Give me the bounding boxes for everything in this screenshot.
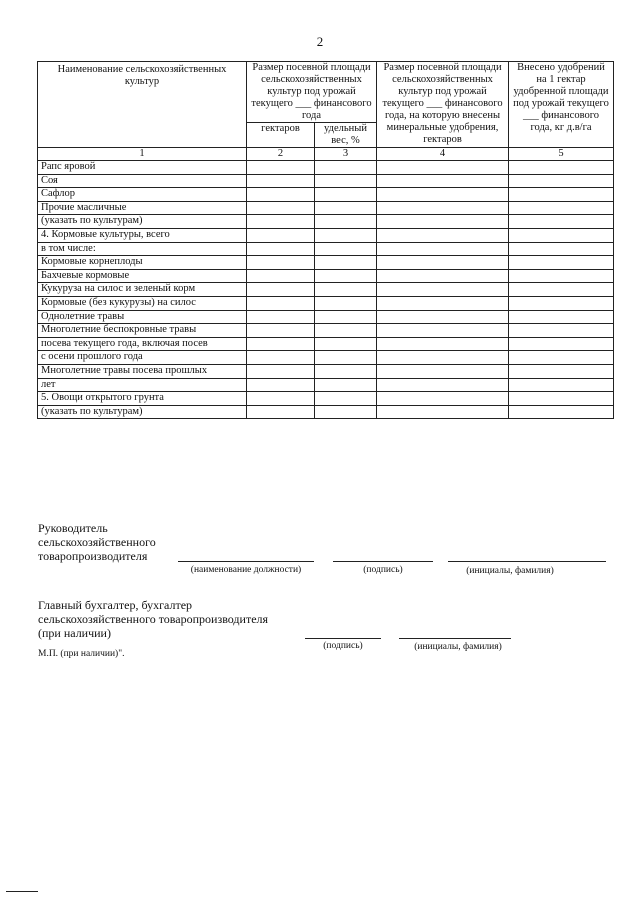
crop-name-cell: Прочие масличные (38, 201, 247, 215)
table-row (38, 228, 614, 242)
value-cell (315, 161, 377, 175)
value-cell (247, 269, 315, 283)
value-cell (509, 351, 614, 365)
crop-name-cell: 5. Овощи открытого грунта (38, 392, 247, 406)
value-cell (377, 269, 509, 283)
header-fertilized-area: Размер посевной площади сельскохозяйственных культур под урожай текущего ___ финансового года, на которую внесены минеральные удобрения, гектаров (377, 62, 509, 148)
value-cell (247, 310, 315, 324)
table-row (38, 337, 614, 351)
value-cell (509, 161, 614, 175)
table-row (38, 188, 614, 202)
value-cell (247, 215, 315, 229)
value-cell (377, 174, 509, 188)
value-cell (247, 256, 315, 270)
crop-name-cell: Сафлор (38, 188, 247, 202)
crop-name-cell: в том числе: (38, 242, 247, 256)
table-row (38, 351, 614, 365)
value-cell (377, 242, 509, 256)
value-cell (315, 310, 377, 324)
value-cell (315, 364, 377, 378)
value-cell (509, 269, 614, 283)
accountant-initials-line (399, 638, 511, 639)
value-cell (377, 296, 509, 310)
column-number: 4 (377, 148, 509, 161)
value-cell (377, 161, 509, 175)
signature-line (333, 561, 433, 562)
value-cell (509, 378, 614, 392)
crop-name-cell: Многолетние травы посева прошлых (38, 364, 247, 378)
value-cell (377, 351, 509, 365)
accountant-signature-caption: (подпись) (323, 641, 363, 651)
table-row (38, 174, 614, 188)
value-cell (315, 405, 377, 419)
value-cell (377, 256, 509, 270)
column-number: 3 (315, 148, 377, 161)
column-number: 5 (509, 148, 614, 161)
value-cell (315, 228, 377, 242)
value-cell (247, 364, 315, 378)
value-cell (247, 188, 315, 202)
table-row (38, 283, 614, 297)
crop-name-cell: Кормовые (без кукурузы) на силос (38, 296, 247, 310)
value-cell (315, 378, 377, 392)
stamp-note: М.П. (при наличии)". (38, 649, 125, 659)
value-cell (315, 337, 377, 351)
table-row (38, 324, 614, 338)
value-cell (247, 405, 315, 419)
value-cell (509, 242, 614, 256)
accountant-signature-line (305, 638, 381, 639)
value-cell (315, 392, 377, 406)
position-line (178, 561, 314, 562)
accountant-initials-caption: (инициалы, фамилия) (414, 642, 502, 652)
header-share-percent: удельный вес, % (315, 123, 377, 148)
value-cell (377, 392, 509, 406)
crop-name-cell: Однолетние травы (38, 310, 247, 324)
value-cell (509, 215, 614, 229)
table-row (38, 296, 614, 310)
header-sown-area: Размер посевной площади сельскохозяйственных культур под урожай текущего ___ финансового года (247, 62, 377, 123)
page-number: 2 (316, 34, 324, 49)
crop-name-cell: Многолетние беспокровные травы (38, 324, 247, 338)
value-cell (509, 337, 614, 351)
value-cell (247, 296, 315, 310)
value-cell (247, 161, 315, 175)
column-number: 1 (38, 148, 247, 161)
accountant-title-line: сельскохозяйственного товаропроизводителя (38, 612, 269, 626)
value-cell (377, 364, 509, 378)
value-cell (315, 242, 377, 256)
table-row (38, 256, 614, 270)
initials-line (448, 561, 606, 562)
crop-name-cell: (указать по культурам) (38, 215, 247, 229)
value-cell (247, 242, 315, 256)
value-cell (315, 215, 377, 229)
value-cell (377, 215, 509, 229)
value-cell (247, 378, 315, 392)
crop-name-cell: 4. Кормовые культуры, всего (38, 228, 247, 242)
value-cell (509, 364, 614, 378)
crop-name-cell: с осени прошлого года (38, 351, 247, 365)
accountant-title-line: Главный бухгалтер, бухгалтер (38, 598, 193, 612)
value-cell (247, 337, 315, 351)
value-cell (377, 324, 509, 338)
value-cell (315, 296, 377, 310)
value-cell (509, 174, 614, 188)
value-cell (509, 310, 614, 324)
value-cell (509, 188, 614, 202)
value-cell (377, 310, 509, 324)
value-cell (377, 405, 509, 419)
head-title-line: сельскохозяйственного (38, 535, 156, 549)
crop-name-cell: Кукуруза на силос и зеленый корм (38, 283, 247, 297)
crop-name-cell: Бахчевые кормовые (38, 269, 247, 283)
value-cell (247, 228, 315, 242)
value-cell (509, 228, 614, 242)
value-cell (315, 269, 377, 283)
value-cell (509, 283, 614, 297)
accountant-title (38, 598, 268, 640)
table-row (38, 201, 614, 215)
table-row (38, 215, 614, 229)
crops-table (37, 61, 614, 419)
column-number: 2 (247, 148, 315, 161)
head-title-line: Руководитель (38, 521, 108, 535)
table-row (38, 364, 614, 378)
accountant-title-line: (при наличии) (38, 626, 111, 640)
position-caption: (наименование должности) (190, 565, 302, 575)
header-hectares: гектаров (247, 123, 315, 148)
value-cell (247, 201, 315, 215)
value-cell (315, 283, 377, 297)
header-fertilizer-rate: Внесено удобрений на 1 гектар удобренной площади под урожай текущего ___ финансового года, кг д.в/га (509, 62, 614, 148)
value-cell (377, 283, 509, 297)
value-cell (315, 188, 377, 202)
value-cell (315, 256, 377, 270)
value-cell (247, 283, 315, 297)
head-title-line: товаропроизводителя (38, 549, 148, 563)
value-cell (315, 174, 377, 188)
value-cell (247, 351, 315, 365)
table-row (38, 242, 614, 256)
value-cell (509, 392, 614, 406)
crop-name-cell: (указать по культурам) (38, 405, 247, 419)
value-cell (315, 351, 377, 365)
value-cell (509, 201, 614, 215)
initials-caption: (инициалы, фамилия) (466, 566, 554, 576)
table-row (38, 405, 614, 419)
table-row (38, 161, 614, 175)
value-cell (509, 405, 614, 419)
value-cell (509, 324, 614, 338)
table-row (38, 310, 614, 324)
value-cell (509, 296, 614, 310)
value-cell (377, 201, 509, 215)
header-crop-name: Наименование сельскохозяйственных культур (38, 62, 247, 148)
value-cell (315, 324, 377, 338)
value-cell (247, 392, 315, 406)
value-cell (509, 256, 614, 270)
crop-name-cell: Соя (38, 174, 247, 188)
table-row (38, 269, 614, 283)
value-cell (377, 378, 509, 392)
value-cell (377, 337, 509, 351)
value-cell (247, 174, 315, 188)
value-cell (377, 228, 509, 242)
crop-name-cell: Кормовые корнеплоды (38, 256, 247, 270)
crop-name-cell: Рапс яровой (38, 161, 247, 175)
value-cell (377, 188, 509, 202)
value-cell (247, 324, 315, 338)
head-title (38, 521, 156, 563)
signature-caption: (подпись) (363, 565, 403, 575)
table-row (38, 392, 614, 406)
crop-name-cell: лет (38, 378, 247, 392)
footnote-rule (6, 891, 38, 892)
value-cell (315, 201, 377, 215)
crop-name-cell: посева текущего года, включая посев (38, 337, 247, 351)
table-row (38, 378, 614, 392)
